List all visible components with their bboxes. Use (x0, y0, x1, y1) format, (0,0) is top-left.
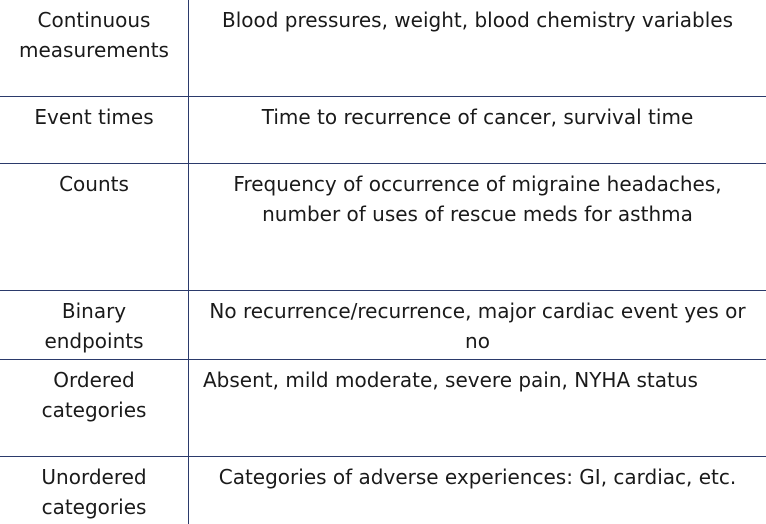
category-label-line: endpoints (44, 329, 144, 353)
category-label-line: Event times (34, 105, 154, 129)
table-row (0, 360, 766, 457)
category-label-line: Ordered (53, 368, 135, 392)
examples-cell (189, 97, 766, 164)
category-label-line: Counts (59, 172, 129, 196)
category-cell (0, 97, 189, 164)
category-cell (0, 360, 189, 457)
table-row (0, 0, 766, 97)
category-label-line: categories (41, 398, 147, 422)
examples-cell (189, 291, 766, 360)
table-row (0, 291, 766, 360)
examples-text: Absent, mild moderate, severe pain, NYHA status (203, 368, 698, 392)
examples-text: No recurrence/recurrence, major cardiac event yes or no (209, 299, 746, 353)
category-label-line: categories (41, 495, 147, 519)
table-row (0, 97, 766, 164)
category-cell (0, 164, 189, 291)
examples-cell (189, 164, 766, 291)
category-label-line: Unordered (41, 465, 147, 489)
examples-cell (189, 457, 766, 524)
category-cell (0, 291, 189, 360)
examples-cell (189, 0, 766, 97)
examples-text: Blood pressures, weight, blood chemistry variables (221, 8, 734, 32)
table-row (0, 164, 766, 291)
category-label-line: Continuous (37, 8, 151, 32)
category-label-line: Binary (61, 299, 127, 323)
category-cell (0, 457, 189, 524)
examples-text: Time to recurrence of cancer, survival time (261, 105, 694, 129)
examples-text: Frequency of occurrence of migraine headaches, number of uses of rescue meds for asthma (233, 172, 722, 226)
table-row (0, 457, 766, 524)
examples-cell (189, 360, 766, 457)
category-cell (0, 0, 189, 97)
category-label-line: measurements (19, 38, 169, 62)
examples-text: Categories of adverse experiences: GI, cardiac, etc. (218, 465, 737, 489)
